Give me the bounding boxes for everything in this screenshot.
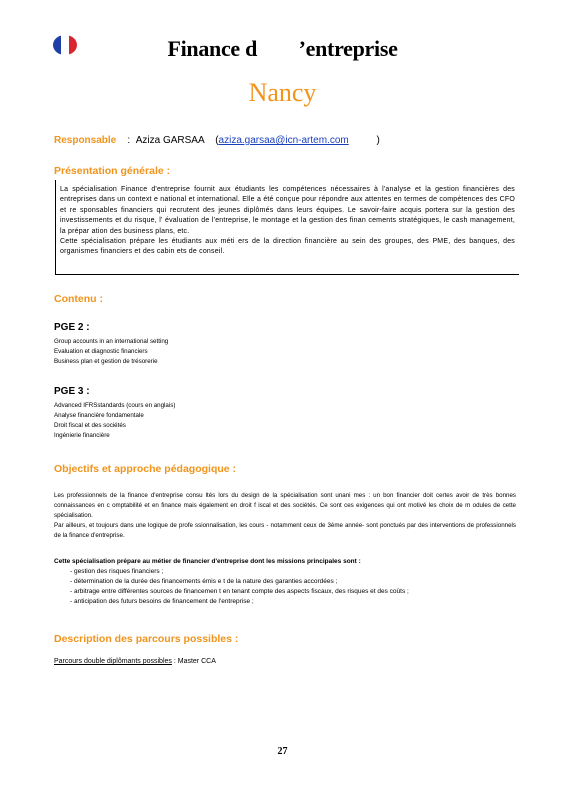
list-item: - arbitrage entre différentes sources de financemen t en tenant compte des aspects fiscaux, des risques et des coûts ; (70, 587, 516, 597)
page-title: Finance d ’entreprise (167, 36, 398, 61)
parcours-line (54, 658, 216, 665)
list-item: Droit fiscal et des sociétés (54, 422, 126, 429)
presentation-heading: Présentation générale : (54, 165, 171, 177)
responsable-email-link[interactable]: aziza.garsaa@icn-artem.com (218, 135, 349, 146)
objectifs-paragraph: Les professionnels de la finance d'entreprise consu ltés lors du design de la spécialisation sont unani mes : un bon financier doit certes avoir de très bonnes connaissances en c omptabilité et en finance mais également en droit f iscal et des sociétés. Ce sont ces exigences qui ont motivé les choix de m odules de cette spécialisation. (54, 492, 516, 519)
pge2-list (54, 337, 168, 367)
list-item: - détermination de la durée des financements émis e t de la nature des garanties accordées ; (70, 577, 516, 587)
missions-intro: Cette spécialisation prépare au métier de financier d'entreprise dont les missions principales sont : (54, 558, 361, 565)
list-item: Business plan et gestion de trésorerie (54, 358, 158, 365)
presentation-box (55, 180, 519, 275)
pge3-title: PGE 3 : (54, 386, 90, 397)
presentation-paragraph: Cette spécialisation prépare les étudiants aux méti ers de la direction financière au sein des groupes, des PME, des banques, des organismes financiers et des cabin ets de conseil. (60, 238, 515, 256)
objectifs-text (54, 491, 516, 541)
parcours-link[interactable]: Parcours double diplômants possibles (54, 658, 172, 665)
parcours-value: : Master CCA (171, 658, 216, 665)
list-item: Ingénierie financière (54, 432, 110, 439)
missions-list (54, 567, 516, 607)
list-item: - gestion des risques financiers ; (70, 567, 516, 577)
responsable-line: Responsable : Aziza GARSAA (aziza.garsaa@icn-artem.com ) (54, 135, 380, 146)
responsable-name: Aziza GARSAA (135, 135, 205, 146)
responsable-label: Responsable (54, 135, 117, 146)
objectifs-paragraph: Par ailleurs, et toujours dans une logique de profe ssionnalisation, les cours - notamment ceux de 3ème année- sont ponctués par des interventions de professionnels de la finance d'entreprise. (54, 522, 516, 539)
list-item: Advanced IFRSstandards (cours en anglais) (54, 402, 176, 409)
list-item: Analyse financière fondamentale (54, 412, 144, 419)
presentation-paragraph: La spécialisation Finance d'entreprise fournit aux étudiants les compétences nécessaires à l'analyse et la gestion financières des entreprises dans un context e national et international. Elle a été conçue pour répondre aux attentes en termes de compétences des CFO et re sponsables financiers qui recrutent des jeunes diplômés dans leurs équipes. Le savoir-faire acquis portera sur la gestion des investissements et du risque, l' évaluation de l'entreprise, le montage et la gestion des finan cements stratégiques, le cash management, la prépar ation des business plans, etc. (60, 186, 515, 235)
page-subtitle: Nancy (248, 78, 317, 107)
pge2-title: PGE 2 : (54, 322, 90, 333)
contenu-heading: Contenu : (54, 293, 103, 305)
page-number: 27 (277, 746, 288, 757)
responsable-separator: : (127, 135, 131, 146)
pge3-list (54, 401, 175, 441)
objectifs-heading: Objectifs et approche pédagogique : (54, 463, 237, 475)
list-item: Group accounts in an international setting (54, 338, 169, 345)
list-item: - anticipation des futurs besoins de financement de l'entreprise ; (70, 597, 516, 607)
list-item: Evaluation et diagnostic financiers (54, 348, 148, 355)
parcours-heading: Description des parcours possibles : (54, 633, 239, 645)
missions-block (54, 557, 516, 607)
